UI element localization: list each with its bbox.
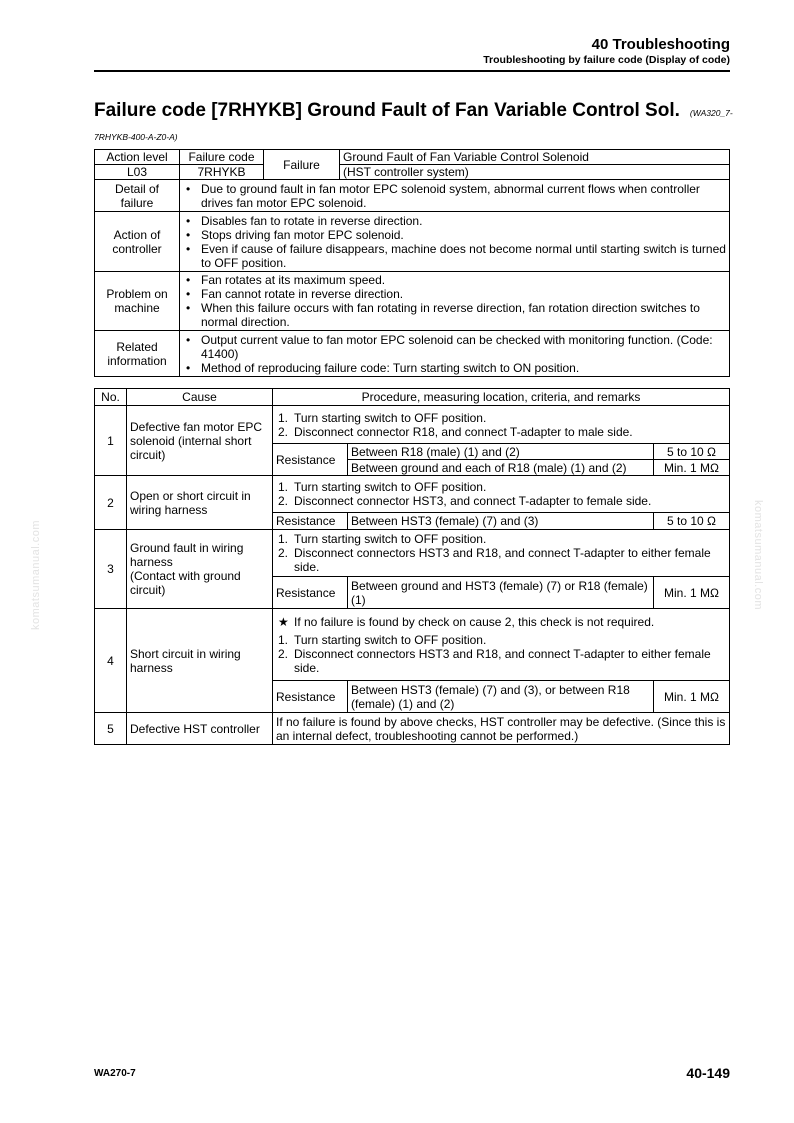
step-text: Disconnect connector R18, and connect T-adapter to male side. bbox=[294, 424, 633, 439]
cause-text: Defective HST controller bbox=[127, 713, 273, 745]
action-content bbox=[180, 212, 730, 272]
footer-model: WA270-7 bbox=[94, 1068, 136, 1079]
cause-no: 3 bbox=[95, 530, 127, 609]
list-item: • Method of reproducing failure code: Turn starting switch to ON position. bbox=[183, 361, 726, 375]
resistance-label: Resistance bbox=[273, 513, 348, 530]
col-header-cause: Cause bbox=[127, 389, 273, 406]
procedure-text: If no failure is found by above checks, HST controller may be defective. (Since this is an internal defect, troubleshooting cannot be performed.) bbox=[273, 713, 730, 745]
procedure-step bbox=[276, 532, 726, 546]
cause-table bbox=[94, 388, 730, 745]
col-header-no: No. bbox=[95, 389, 127, 406]
cause-text-line: Ground fault in wiring harness bbox=[130, 541, 244, 569]
related-label: Related information bbox=[95, 331, 180, 377]
col-header-procedure: Procedure, measuring location, criteria, and remarks bbox=[273, 389, 730, 406]
step-text: Disconnect connector HST3, and connect T-adapter to female side. bbox=[294, 494, 652, 508]
section-title: 40 Troubleshooting bbox=[591, 36, 730, 53]
cause-text: Open or short circuit in wiring harness bbox=[127, 476, 273, 530]
step-text: Disconnect connectors HST3 and R18, and connect T-adapter to either female side. bbox=[294, 646, 711, 675]
step-number: 1. bbox=[278, 480, 289, 494]
step-number: 1. bbox=[278, 532, 289, 546]
list-item: • Output current value to fan motor EPC solenoid can be checked with monitoring function. (Code: 41400) bbox=[183, 333, 726, 361]
cause-no: 5 bbox=[95, 713, 127, 745]
doc-reference-cont: 7RHYKB-400-A-Z0-A) bbox=[94, 132, 178, 142]
cause-text: Short circuit in wiring harness bbox=[127, 609, 273, 713]
cause-no: 4 bbox=[95, 609, 127, 713]
problem-content bbox=[180, 272, 730, 331]
step-text: Disconnect connectors HST3 and R18, and connect T-adapter to either female side. bbox=[294, 546, 711, 574]
procedure-step bbox=[276, 494, 726, 508]
action-level-label: Action level bbox=[95, 150, 180, 165]
table-row bbox=[95, 476, 730, 513]
note bbox=[276, 615, 726, 629]
list-item: • Disables fan to rotate in reverse direction. bbox=[183, 214, 726, 228]
failure-code-label: Failure code bbox=[180, 150, 264, 165]
list-item: • Fan cannot rotate in reverse direction. bbox=[183, 287, 726, 301]
measure-location: Between HST3 (female) (7) and (3), or between R18 (female) (1) and (2) bbox=[348, 681, 654, 713]
procedure-steps bbox=[273, 476, 730, 513]
footer-page-number: 40-149 bbox=[686, 1065, 730, 1081]
measure-value: Min. 1 MΩ bbox=[654, 681, 730, 713]
resistance-label: Resistance bbox=[273, 681, 348, 713]
cause-text-line: (Contact with ground circuit) bbox=[130, 569, 241, 597]
failure-info-table bbox=[94, 149, 730, 377]
measure-location: Between ground and each of R18 (male) (1) and (2) bbox=[348, 460, 654, 476]
page-title bbox=[94, 100, 733, 122]
list-item: • Stops driving fan motor EPC solenoid. bbox=[183, 228, 726, 242]
step-text: Turn starting switch to OFF position. bbox=[294, 532, 487, 546]
watermark-right: komatsumanual.com bbox=[752, 500, 764, 610]
failure-system: (HST controller system) bbox=[340, 165, 730, 180]
step-text: Turn starting switch to OFF position. bbox=[294, 480, 487, 494]
cause-text: Defective fan motor EPC solenoid (internal short circuit) bbox=[127, 406, 273, 476]
procedure-step bbox=[276, 425, 726, 439]
header-rule bbox=[94, 70, 730, 72]
section-subtitle: Troubleshooting by failure code (Display of code) bbox=[483, 54, 730, 66]
star-icon: ★ bbox=[278, 614, 289, 629]
watermark-left: komatsumanual.com bbox=[30, 520, 42, 630]
detail-content bbox=[180, 180, 730, 212]
procedure-step bbox=[276, 633, 726, 647]
cause-text bbox=[127, 530, 273, 609]
step-number: 2. bbox=[278, 646, 289, 661]
step-number: 2. bbox=[278, 494, 289, 508]
resistance-label: Resistance bbox=[273, 577, 348, 609]
measure-value: Min. 1 MΩ bbox=[654, 460, 730, 476]
table-row bbox=[95, 713, 730, 745]
failure-label: Failure bbox=[264, 150, 340, 180]
resistance-label: Resistance bbox=[273, 444, 348, 476]
step-text: Turn starting switch to OFF position. bbox=[294, 410, 487, 425]
table-row bbox=[95, 609, 730, 681]
action-label: Action of controller bbox=[95, 212, 180, 272]
measure-location: Between R18 (male) (1) and (2) bbox=[348, 444, 654, 460]
list-item: • When this failure occurs with fan rotating in reverse direction, fan rotation direction switches to normal direction. bbox=[183, 301, 726, 329]
list-item: • Fan rotates at its maximum speed. bbox=[183, 273, 726, 287]
procedure-step bbox=[276, 647, 726, 675]
failure-name: Ground Fault of Fan Variable Control Solenoid bbox=[340, 150, 730, 165]
step-text: Turn starting switch to OFF position. bbox=[294, 632, 487, 647]
step-number: 2. bbox=[278, 546, 289, 560]
procedure-steps bbox=[273, 609, 730, 681]
action-level-value: L03 bbox=[95, 165, 180, 180]
table-row bbox=[95, 406, 730, 444]
page-title-text: Failure code [7RHYKB] Ground Fault of Fan Variable Control Sol. bbox=[94, 100, 680, 121]
procedure-step bbox=[276, 546, 726, 574]
step-number: 1. bbox=[278, 632, 289, 647]
procedure-step bbox=[276, 411, 726, 425]
list-item: • Even if cause of failure disappears, machine does not become normal until starting switch is turned to OFF position. bbox=[183, 242, 726, 270]
table-row bbox=[95, 530, 730, 577]
cause-no: 1 bbox=[95, 406, 127, 476]
list-item: • Due to ground fault in fan motor EPC solenoid system, abnormal current flows when controller drives fan motor EPC solenoid. bbox=[183, 182, 726, 210]
step-number: 2. bbox=[278, 424, 289, 439]
procedure-steps bbox=[273, 530, 730, 577]
failure-code-value: 7RHYKB bbox=[180, 165, 264, 180]
problem-label: Problem on machine bbox=[95, 272, 180, 331]
measure-location: Between ground and HST3 (female) (7) or R18 (female) (1) bbox=[348, 577, 654, 609]
detail-label: Detail of failure bbox=[95, 180, 180, 212]
measure-location: Between HST3 (female) (7) and (3) bbox=[348, 513, 654, 530]
note-text: If no failure is found by check on cause 2, this check is not required. bbox=[294, 614, 655, 629]
doc-reference: (WA320_7- bbox=[689, 108, 733, 118]
measure-value: 5 to 10 Ω bbox=[654, 444, 730, 460]
procedure-step bbox=[276, 480, 726, 494]
cause-no: 2 bbox=[95, 476, 127, 530]
step-number: 1. bbox=[278, 410, 289, 425]
related-content bbox=[180, 331, 730, 377]
measure-value: 5 to 10 Ω bbox=[654, 513, 730, 530]
procedure-steps bbox=[273, 406, 730, 444]
measure-value: Min. 1 MΩ bbox=[654, 577, 730, 609]
